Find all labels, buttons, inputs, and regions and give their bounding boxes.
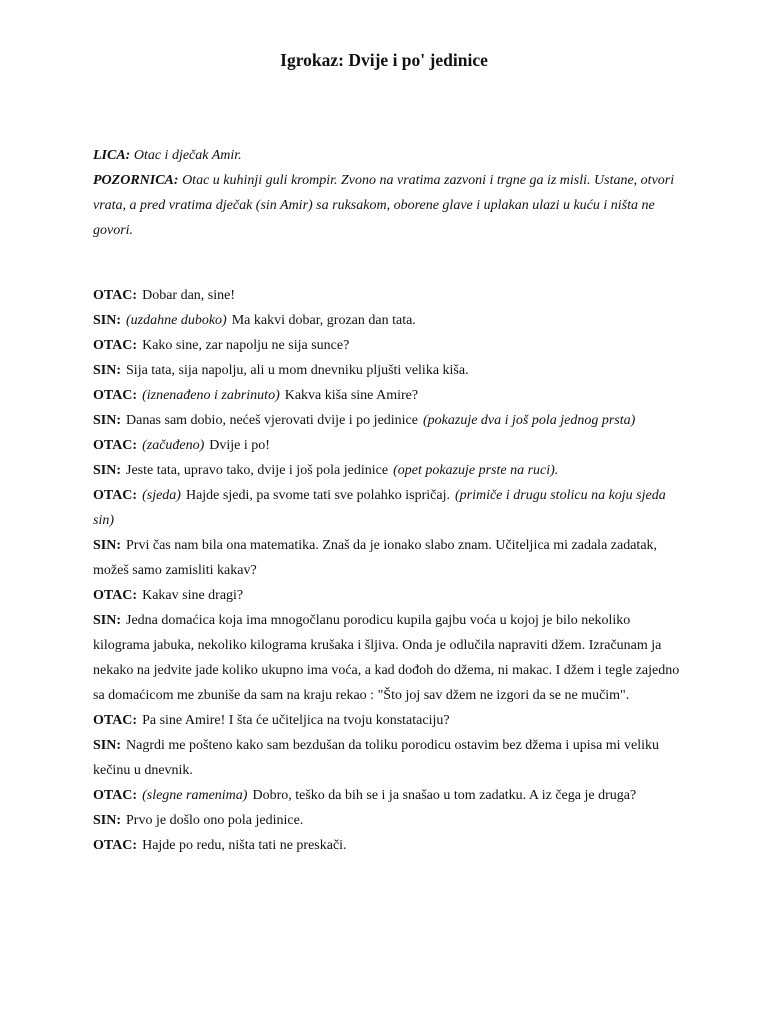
- stage-direction: (sjeda): [142, 488, 181, 503]
- speaker-name: OTAC:: [93, 838, 138, 853]
- speaker-name: SIN:: [93, 738, 122, 753]
- dialogue-line: [93, 708, 683, 733]
- speaker-name: OTAC:: [93, 788, 138, 803]
- line-text: Pa sine Amire! I šta će učiteljica na tvoju konstataciju?: [142, 713, 450, 728]
- dialogue-line: [93, 608, 683, 708]
- dialogue-line: [93, 358, 683, 383]
- cast-line: [93, 143, 683, 168]
- dialogue-line: [93, 283, 683, 308]
- setting-paragraph: [93, 168, 683, 243]
- speaker-name: SIN:: [93, 463, 122, 478]
- dialogue-line: [93, 733, 683, 783]
- line-text: Ma kakvi dobar, grozan dan tata.: [231, 313, 416, 328]
- speaker-name: SIN:: [93, 413, 122, 428]
- dialogue-line: [93, 808, 683, 833]
- dialogue-line: [93, 458, 683, 483]
- speaker-name: OTAC:: [93, 388, 138, 403]
- line-text: Jedna domaćica koja ima mnogočlanu porodicu kupila gajbu voća u kojoj je bilo nekoliko kilograma jabuka, nekoliko kilograma krušaka i šljiva. Onda je odlučila napraviti džem. Izračunam ja nekako na jedvite jade koliko ukupno ima voća, a kad dođoh do džema, ni makac. I džem i tegle zajedno sa domaćicom me zbuniše da sam na kraju rekao : "Što joj sav džem ne izgori da se ne mučim".: [93, 613, 680, 703]
- stage-direction: (opet pokazuje prste na ruci).: [393, 463, 559, 478]
- stage-direction: (slegne ramenima): [142, 788, 248, 803]
- line-text: Danas sam dobio, nećeš vjerovati dvije i po jedinice: [126, 413, 418, 428]
- dialogue-line: [93, 308, 683, 333]
- dialogue-line: [93, 433, 683, 458]
- line-text: Kakav sine dragi?: [142, 588, 244, 603]
- line-text: Hajde sjedi, pa svome tati sve polahko ispričaj.: [185, 488, 450, 503]
- speaker-name: OTAC:: [93, 338, 138, 353]
- speaker-name: SIN:: [93, 363, 122, 378]
- line-text: Kako sine, zar napolju ne sija sunce?: [142, 338, 350, 353]
- line-text: Prvo je došlo ono pola jedinice.: [126, 813, 304, 828]
- cast-text: Otac i dječak Amir.: [133, 148, 242, 163]
- line-text: Prvi čas nam bila ona matematika. Znaš da je ionako slabo znam. Učiteljica mi zadala zadatak, možeš samo zamisliti kakav?: [93, 538, 658, 578]
- setting-label: POZORNICA:: [93, 173, 179, 188]
- dialogue-line: [93, 833, 683, 858]
- stage-direction: (primiče i drugu stolicu na koju sjeda sin): [93, 488, 666, 528]
- dialogue-line: [93, 408, 683, 433]
- stage-direction: (uzdahne duboko): [126, 313, 227, 328]
- setting-text: Otac u kuhinji guli krompir. Zvono na vratima zazvoni i trgne ga iz misli. Ustane, otvori vrata, a pred vratima dječak (sin Amir) sa ruksakom, oborene glave i uplakan ulazi u kuću i ništa ne govori.: [93, 173, 675, 238]
- speaker-name: OTAC:: [93, 288, 138, 303]
- stage-direction: (iznenađeno i zabrinuto): [142, 388, 280, 403]
- speaker-name: OTAC:: [93, 488, 138, 503]
- dialogue-line: [93, 533, 683, 583]
- line-text: Dobro, teško da bih se i ja snašao u tom zadatku. A iz čega je druga?: [252, 788, 637, 803]
- stage-direction: (začuđeno): [142, 438, 205, 453]
- dialogue-line: [93, 483, 683, 533]
- dialogue-line: [93, 383, 683, 408]
- intro-section: [93, 143, 683, 243]
- line-text: Hajde po redu, ništa tati ne preskači.: [142, 838, 347, 853]
- line-text: Jeste tata, upravo tako, dvije i još pola jedinice: [126, 463, 389, 478]
- line-text: Dvije i po!: [209, 438, 270, 453]
- stage-direction: (pokazuje dva i još pola jednog prsta): [423, 413, 636, 428]
- dialogue-line: [93, 583, 683, 608]
- speaker-name: SIN:: [93, 613, 122, 628]
- speaker-name: SIN:: [93, 813, 122, 828]
- speaker-name: SIN:: [93, 313, 122, 328]
- line-text: Sija tata, sija napolju, ali u mom dnevniku pljušti velika kiša.: [126, 363, 469, 378]
- dialogue-line: [93, 783, 683, 808]
- line-text: Kakva kiša sine Amire?: [284, 388, 419, 403]
- document-title: Igrokaz: Dvije i po' jedinice: [280, 50, 488, 70]
- dialogue-section: [93, 283, 683, 858]
- speaker-name: OTAC:: [93, 713, 138, 728]
- line-text: Nagrdi me pošteno kako sam bezdušan da toliku porodicu ostavim bez džema i upisa mi veliku kečinu u dnevnik.: [93, 738, 660, 778]
- speaker-name: OTAC:: [93, 588, 138, 603]
- cast-label: LICA:: [93, 148, 131, 163]
- speaker-name: OTAC:: [93, 438, 138, 453]
- line-text: Dobar dan, sine!: [142, 288, 235, 303]
- speaker-name: SIN:: [93, 538, 122, 553]
- dialogue-line: [93, 333, 683, 358]
